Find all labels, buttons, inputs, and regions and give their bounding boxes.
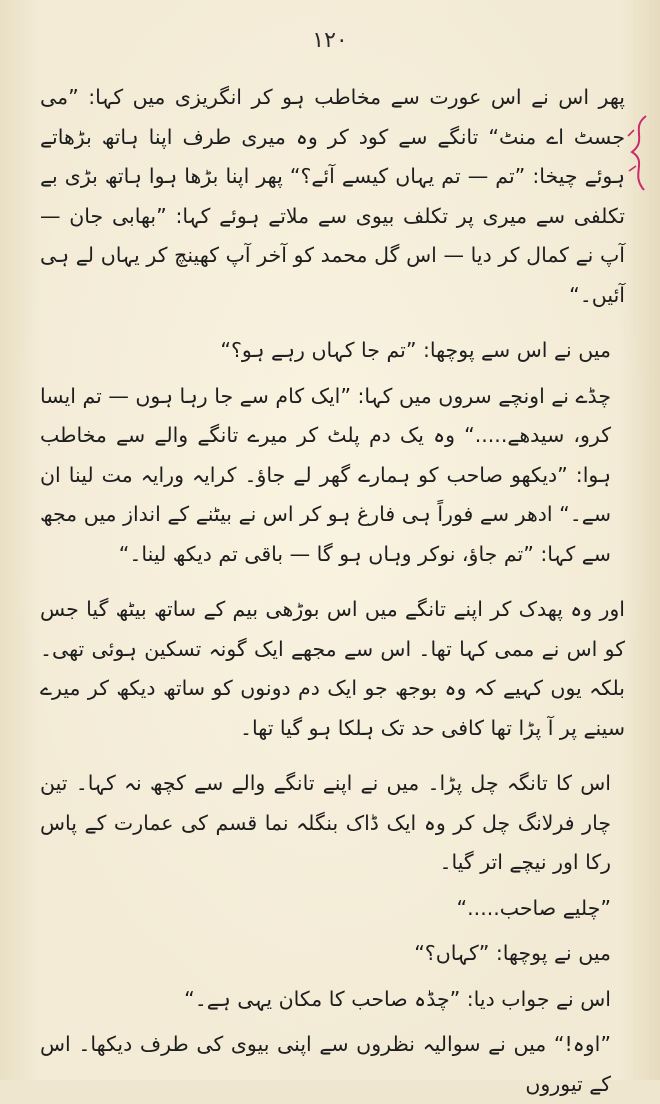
page-number: ۱۲۰ [312, 28, 348, 53]
paragraph: ”چلیے صاحب.....“ [456, 895, 611, 920]
paragraph: اس نے جواب دیا: ”چڈہ صاحب کا مکان یہی ہے۔“ [184, 986, 611, 1011]
paragraph: پھر اس نے اس عورت سے مخاطب ہو کر انگریزی میں کہا: ”می جسٹ اے منٹ“ تانگے سے کود کر وہ میری طرف اپنا ہاتھ بڑھاتے ہوئے چیخا: ”تم — تم یہاں کیسے آئے؟“ پھر اپنا بڑھا ہوا ہاتھ بڑی بے تکلفی سے میری پر تکلف بیوی سے ملاتے ہوئے کہا: ”بھابی جان — آپ نے کمال کر دیا — اس گل محمد کو آخر آپ کھینچ کر یہاں لے ہی آئیں۔“ [40, 85, 625, 307]
paragraph: میں نے پوچھا: ”کہاں؟“ [414, 941, 611, 965]
paragraph: میں نے اس سے پوچھا: ”تم جا کہاں رہے ہو؟“ [220, 338, 611, 362]
margin-annotation-icon [624, 110, 652, 200]
body-text [40, 78, 625, 1104]
paragraph: چڈے نے اونچے سروں میں کہا: ”ایک کام سے جا رہا ہوں — تم ایسا کرو، سیدھے.....“ وہ یک دم پلٹ کر میرے تانگے والے سے مخاطب ہوا: ”دیکھو صاحب کو ہمارے گھر لے جاؤ۔ کرایہ ورایہ مت لینا ان سے۔“ ادھر سے فوراً ہی فارغ ہو کر اس نے بیٹنے کے انداز میں مجھ سے کہا: ”تم جاؤ، نوکر وہاں ہو گا — باقی تم دیکھ لینا۔“ [40, 383, 611, 566]
paragraph: اور وہ پھدک کر اپنے تانگے میں اس بوڑھی بیم کے ساتھ بیٹھ گیا جس کو اس نے ممی کہا تھا۔ اس سے مجھے ایک گونہ تسکین ہوئی تھی۔ بلکہ یوں کہیے کہ وہ بوجھ جو ایک دم دونوں کو ساتھ دیکھ کر میرے سینے پر آ پڑا تھا کافی حد تک ہلکا ہو گیا تھا۔ [40, 597, 625, 740]
paragraph: اس کا تانگہ چل پڑا۔ میں نے اپنے تانگے والے سے کچھ نہ کہا۔ تین چار فرلانگ چل کر وہ ایک ڈاک بنگلہ نما قسم کی عمارت کے پاس رکا اور نیچے اتر گیا۔ [40, 771, 611, 874]
paragraph: ”اوہ!“ میں نے سوالیہ نظروں سے اپنی بیوی کی طرف دیکھا۔ اس کے تیوروں [40, 1032, 611, 1096]
